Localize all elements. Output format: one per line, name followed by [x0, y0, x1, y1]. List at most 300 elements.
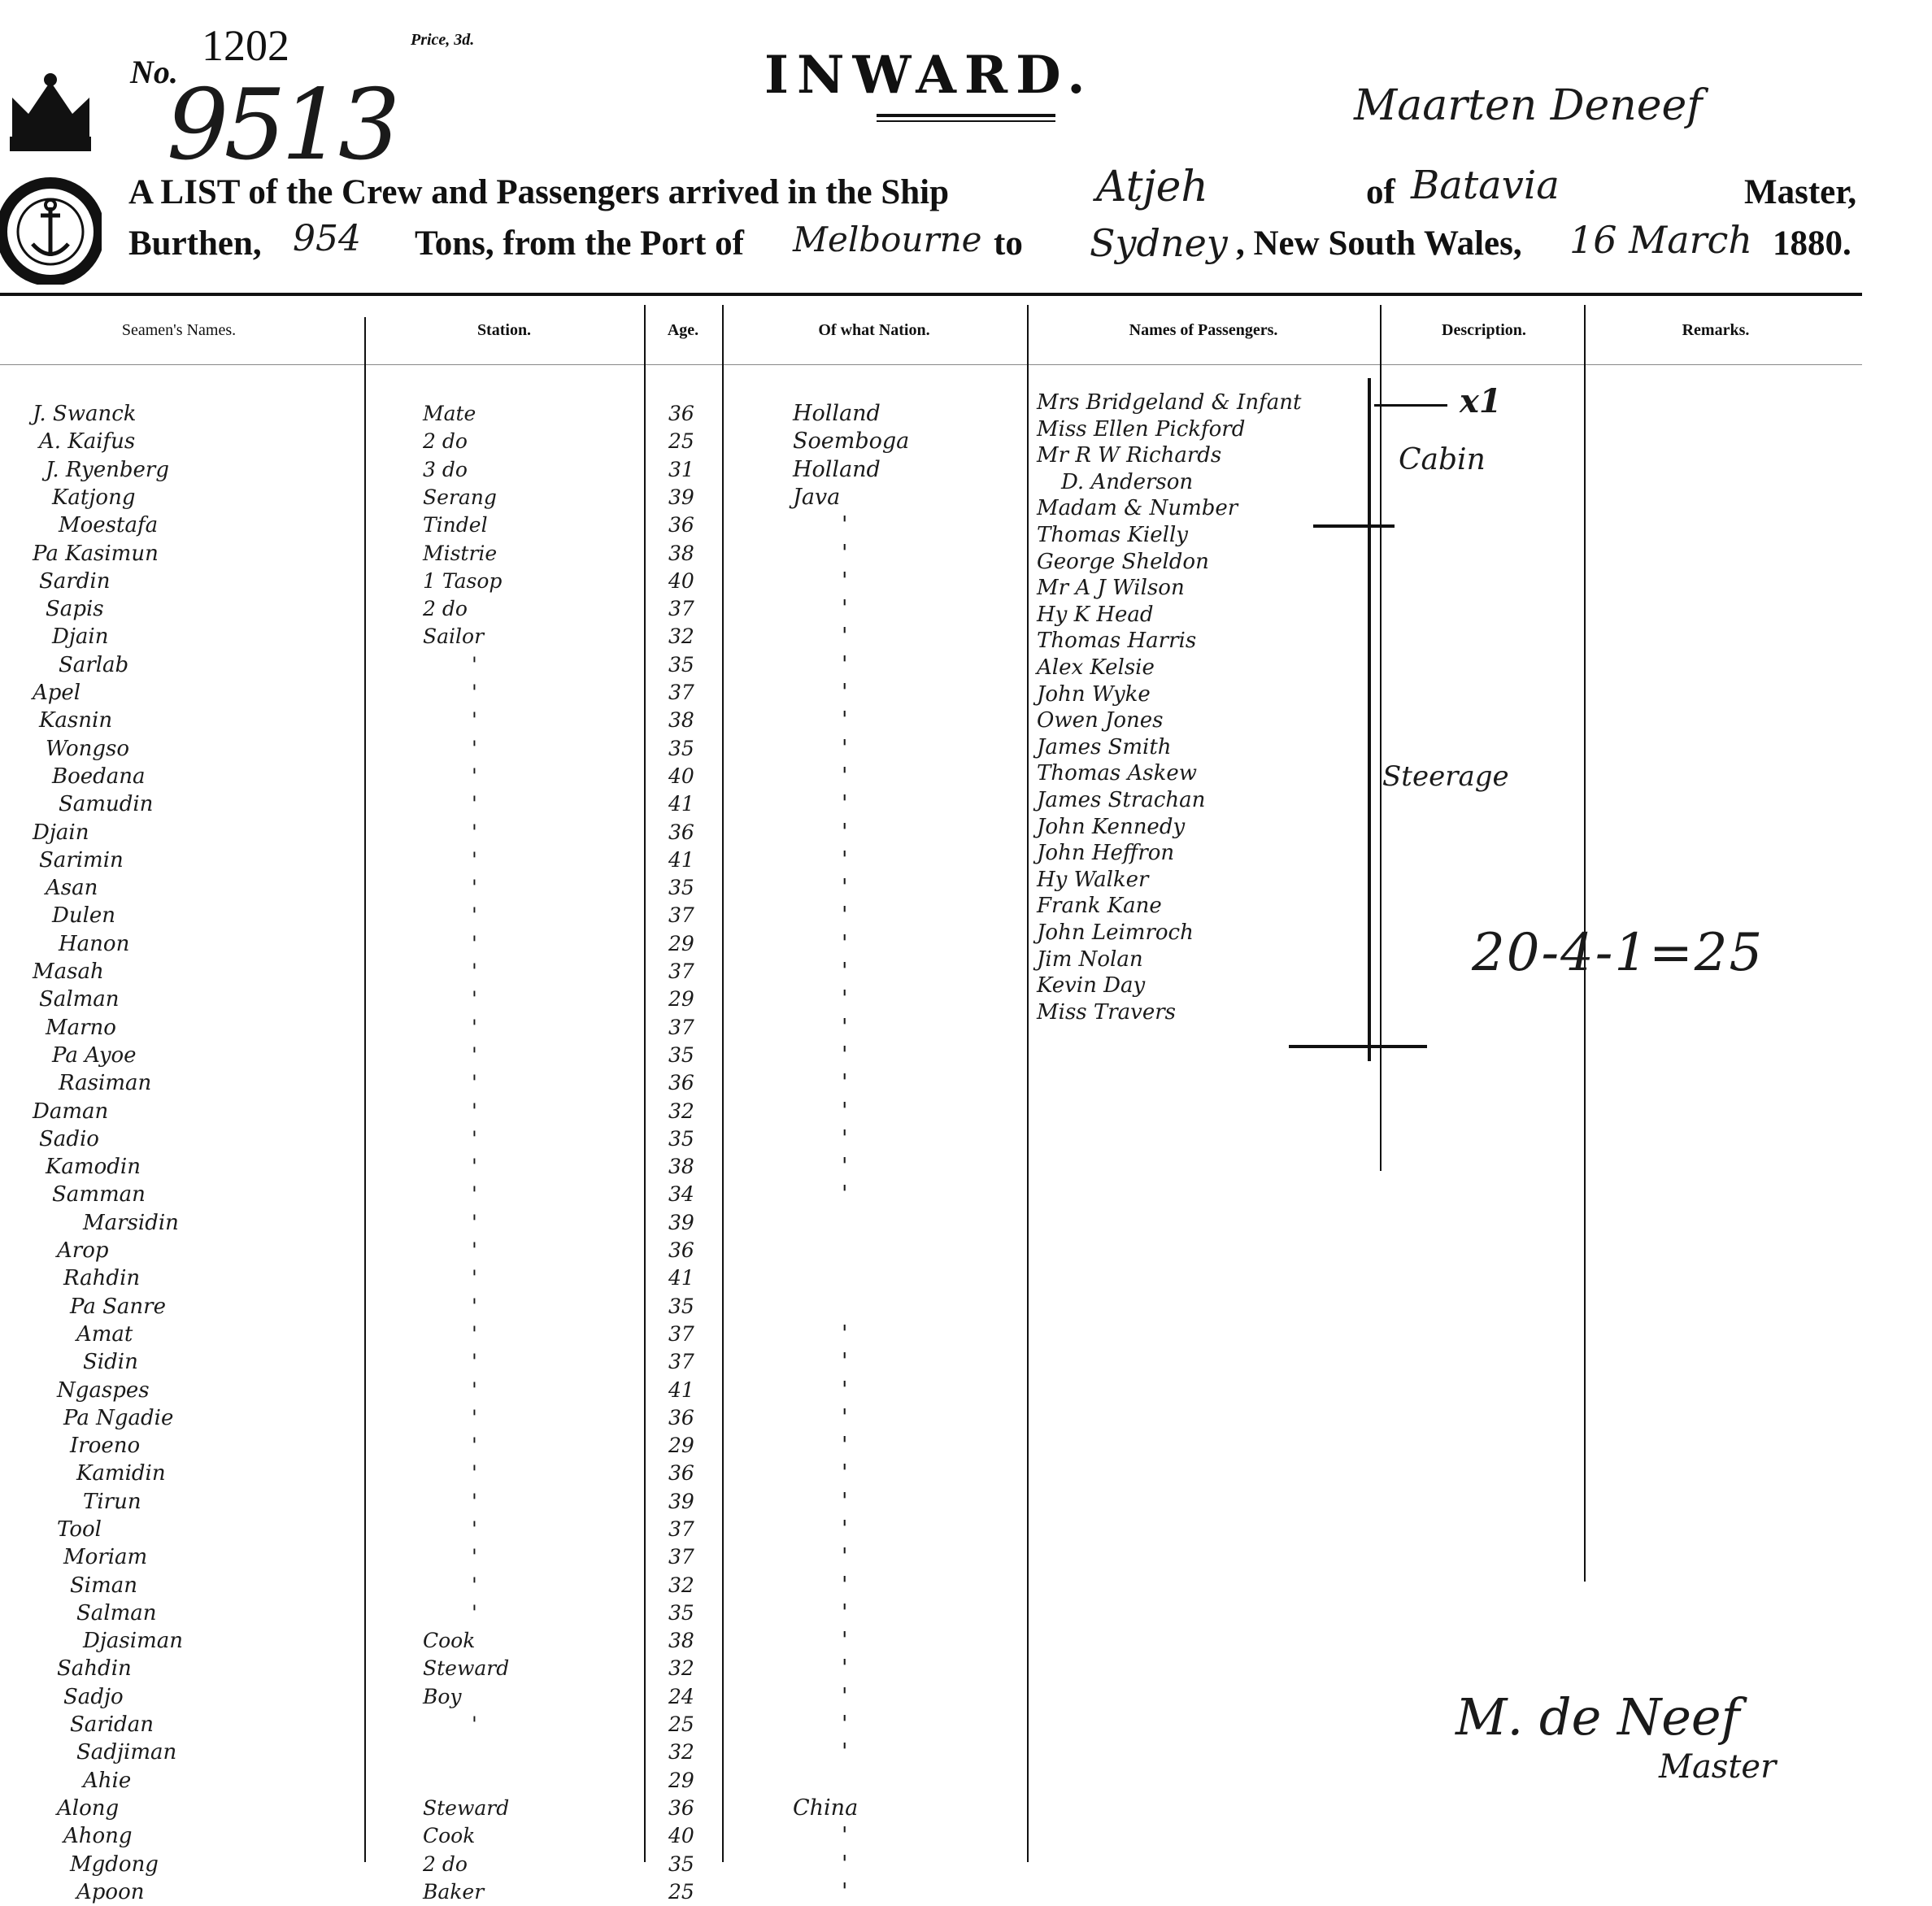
header-nation: Of what Nation. [818, 321, 930, 339]
table-row [0, 1377, 1029, 1404]
station-cell: Serang [423, 485, 497, 509]
age-cell: 38 [668, 708, 694, 732]
age-cell: 35 [668, 1043, 694, 1067]
age-cell: 40 [668, 1824, 694, 1847]
nation-cell: ' [842, 1879, 848, 1904]
seaman-name: Kasnin [39, 708, 113, 733]
age-cell: 37 [668, 960, 694, 983]
nation-cell: ' [842, 1628, 848, 1653]
description-steerage: Steerage [1382, 760, 1509, 793]
station-cell: ' [472, 848, 477, 872]
station-cell: ' [472, 1322, 477, 1346]
table-row [0, 456, 1029, 484]
station-cell: ' [472, 1712, 477, 1736]
station-cell: 1 Tasop [423, 569, 503, 593]
passenger-name: Jim Nolan [1037, 947, 1143, 972]
passenger-name: D. Anderson [1061, 470, 1194, 494]
nation-cell: ' [842, 1712, 848, 1737]
nation-cell: ' [842, 1433, 848, 1458]
station-cell: ' [472, 932, 477, 955]
seaman-name: Pa Ayoe [52, 1043, 137, 1068]
seaman-name: Kamidin [76, 1461, 166, 1486]
nation-cell: ' [842, 875, 848, 900]
table-row [0, 986, 1029, 1013]
seaman-name: Siman [70, 1573, 138, 1598]
age-cell: 34 [668, 1182, 694, 1206]
master-label: Master, [1744, 173, 1857, 211]
page-title: INWARD. [764, 45, 1094, 106]
station-cell: ' [472, 1601, 477, 1625]
printed-number: 1202 [202, 21, 289, 70]
seaman-name: Sarimin [39, 848, 124, 872]
seaman-name: Tirun [83, 1490, 141, 1514]
table-row [0, 1014, 1029, 1042]
age-cell: 24 [668, 1685, 694, 1708]
passenger-name: Thomas Kielly [1037, 523, 1188, 547]
station-cell: ' [472, 1238, 477, 1262]
table-row [0, 540, 1029, 568]
age-cell: 41 [668, 792, 694, 816]
nation-cell: ' [842, 791, 848, 816]
station-cell: ' [472, 681, 477, 704]
seaman-name: Pa Sanre [70, 1295, 166, 1319]
description-mark-top [1374, 404, 1447, 407]
table-row [0, 1683, 1029, 1711]
table-row [0, 819, 1029, 846]
station-cell: ' [472, 1266, 477, 1290]
age-cell: 35 [668, 1601, 694, 1625]
header-passengers: Names of Passengers. [1129, 321, 1278, 339]
crown-seal-icon [0, 49, 102, 285]
seaman-name: Daman [33, 1099, 109, 1124]
age-cell: 32 [668, 1656, 694, 1680]
age-cell: 39 [668, 485, 694, 509]
seaman-name: Katjong [52, 485, 136, 510]
seaman-name: A. Kaifus [39, 429, 136, 454]
seaman-name: Sardin [39, 569, 111, 594]
title-rule-bottom [877, 120, 1055, 122]
nation-cell: ' [842, 1460, 848, 1486]
nation-cell: ' [842, 1154, 848, 1179]
station-cell: ' [472, 960, 477, 983]
table-row [0, 1264, 1029, 1292]
table-row [0, 428, 1029, 455]
table-row [0, 623, 1029, 651]
nation-cell: ' [842, 707, 848, 733]
ship-name: Atjeh [1096, 163, 1208, 211]
nation-cell: ' [842, 1600, 848, 1625]
header-remarks: Remarks. [1682, 321, 1750, 339]
station-cell: ' [472, 792, 477, 816]
age-cell: 32 [668, 1573, 694, 1597]
table-row [0, 958, 1029, 986]
seaman-name: Rasiman [59, 1071, 152, 1095]
seaman-name: Djain [52, 624, 109, 649]
station-cell: ' [472, 1016, 477, 1039]
table-row [0, 1404, 1029, 1432]
age-cell: 32 [668, 624, 694, 648]
table-row [0, 1767, 1029, 1795]
station-cell: ' [472, 737, 477, 760]
seaman-name: Pa Ngadie [63, 1406, 174, 1430]
station-cell: Baker [423, 1880, 485, 1904]
station-cell: ' [472, 1099, 477, 1123]
nation-cell: ' [842, 1042, 848, 1068]
passenger-name: Mrs Bridgeland & Infant [1037, 390, 1302, 415]
handwritten-number: 9513 [167, 69, 396, 182]
station-cell: ' [472, 1127, 477, 1151]
nsw-label: , New South Wales, [1236, 224, 1522, 263]
station-cell: Cook [423, 1629, 476, 1652]
nation-cell: ' [842, 1823, 848, 1848]
nation-cell: ' [842, 1015, 848, 1040]
passenger-name: Hy Walker [1037, 868, 1149, 892]
nation-cell: ' [842, 1126, 848, 1151]
station-cell: Mate [423, 402, 476, 425]
station-cell: Cook [423, 1824, 476, 1847]
seaman-name: Wongso [46, 737, 129, 761]
table-row [0, 1432, 1029, 1460]
nation-cell: ' [842, 1377, 848, 1403]
station-cell: Steward [423, 1656, 510, 1680]
arrival-date: 16 March [1569, 218, 1753, 262]
nation-cell: ' [842, 847, 848, 872]
nation-cell: ' [842, 652, 848, 677]
age-cell: 36 [668, 1461, 694, 1485]
station-cell: Tindel [423, 513, 488, 537]
seaman-name: Rahdin [63, 1266, 141, 1290]
nation-cell: ' [842, 986, 848, 1012]
header-description: Description. [1442, 321, 1526, 339]
nation-cell: Holland [793, 401, 881, 426]
table-row [0, 651, 1029, 679]
table-row [0, 1125, 1029, 1153]
seaman-name: Sadio [39, 1127, 99, 1151]
passenger-name: Thomas Harris [1037, 629, 1197, 653]
station-cell: ' [472, 764, 477, 788]
seaman-name: Moriam [63, 1545, 148, 1569]
seaman-name: Saridan [70, 1712, 154, 1737]
passenger-name: Mr R W Richards [1037, 443, 1222, 468]
table-row [0, 1822, 1029, 1850]
seaman-name: Djasiman [83, 1629, 183, 1653]
seaman-name: Pa Kasimun [33, 542, 159, 566]
age-cell: 39 [668, 1490, 694, 1513]
station-cell: Steward [423, 1796, 510, 1820]
station-cell: ' [472, 820, 477, 844]
table-row [0, 400, 1029, 428]
seaman-name: Dulen [52, 903, 116, 928]
seaman-name: Sadjiman [76, 1740, 177, 1765]
passenger-name: Hy K Head [1037, 603, 1154, 627]
passenger-name: John Heffron [1037, 841, 1175, 865]
station-cell: ' [472, 1295, 477, 1318]
table-row [0, 1348, 1029, 1376]
header-age: Age. [667, 321, 699, 339]
station-cell: 2 do [423, 429, 468, 453]
age-cell: 35 [668, 653, 694, 677]
nation-cell: ' [842, 568, 848, 594]
table-row [0, 846, 1029, 874]
station-cell: ' [472, 1378, 477, 1402]
passenger-name: Kevin Day [1037, 973, 1146, 998]
age-cell: 41 [668, 1378, 694, 1402]
nation-cell: ' [842, 1070, 848, 1095]
passenger-name: Thomas Askew [1037, 761, 1198, 785]
passenger-name: Owen Jones [1037, 708, 1164, 733]
table-row [0, 1460, 1029, 1487]
table-row [0, 511, 1029, 539]
table-row [0, 1181, 1029, 1208]
table-row [0, 568, 1029, 595]
nation-cell: ' [842, 764, 848, 789]
table-row [0, 595, 1029, 623]
passenger-name: Miss Ellen Pickford [1037, 417, 1246, 442]
age-cell: 36 [668, 820, 694, 844]
age-cell: 29 [668, 1434, 694, 1457]
table-row [0, 1851, 1029, 1878]
nation-cell: ' [842, 820, 848, 845]
description-top-mark: x1 [1460, 382, 1502, 420]
to-port: Sydney [1090, 221, 1228, 265]
station-cell: Boy [423, 1685, 462, 1708]
nation-cell: ' [842, 624, 848, 649]
table-row [0, 1599, 1029, 1627]
station-cell: ' [472, 1545, 477, 1569]
age-cell: 37 [668, 1350, 694, 1373]
station-cell: ' [472, 1434, 477, 1457]
station-cell: 3 do [423, 458, 468, 481]
nation-cell: ' [842, 1544, 848, 1569]
seaman-name: Apoon [76, 1880, 145, 1904]
age-cell: 25 [668, 429, 694, 453]
age-cell: 38 [668, 1155, 694, 1178]
nation-cell: ' [842, 1405, 848, 1430]
age-cell: 25 [668, 1712, 694, 1736]
table-row [0, 930, 1029, 958]
nation-cell: ' [842, 1099, 848, 1124]
age-cell: 41 [668, 1266, 694, 1290]
station-cell: ' [472, 1350, 477, 1373]
seaman-name: Kamodin [46, 1155, 141, 1179]
passenger-name: John Kennedy [1037, 815, 1186, 839]
nation-cell: ' [842, 1852, 848, 1877]
age-cell: 41 [668, 848, 694, 872]
table-row [0, 1293, 1029, 1321]
age-cell: 37 [668, 597, 694, 620]
description-bracket [1368, 378, 1371, 1061]
passenger-name: Miss Travers [1037, 1000, 1177, 1025]
seaman-name: Asan [46, 876, 98, 900]
seaman-name: Marsidin [83, 1211, 179, 1235]
age-cell: 37 [668, 1545, 694, 1569]
home-port: Batavia [1411, 163, 1560, 208]
age-cell: 40 [668, 764, 694, 788]
nation-cell: ' [842, 1684, 848, 1709]
seaman-name: Sapis [46, 597, 104, 621]
no-label: No. [130, 54, 178, 90]
seaman-name: Sadjo [63, 1685, 124, 1709]
master-signature: M. de Neef [1456, 1687, 1740, 1747]
station-cell: ' [472, 876, 477, 899]
seaman-name: Ahie [83, 1769, 132, 1793]
age-cell: 32 [668, 1099, 694, 1123]
nation-cell: ' [842, 1517, 848, 1542]
passenger-name: Madam & Number [1037, 496, 1238, 520]
nation-cell: ' [842, 541, 848, 566]
nation-cell: ' [842, 1656, 848, 1681]
station-cell: ' [472, 653, 477, 677]
seaman-name: Sidin [83, 1350, 138, 1374]
seaman-name: Amat [76, 1322, 133, 1347]
table-row [0, 874, 1029, 902]
age-cell: 38 [668, 542, 694, 565]
station-cell: ' [472, 1211, 477, 1234]
header-station: Station. [476, 321, 532, 339]
table-row [0, 1237, 1029, 1264]
seaman-name: J. Ryenberg [46, 458, 169, 482]
seaman-name: Ngaspes [57, 1378, 150, 1403]
nation-cell: ' [842, 1573, 848, 1598]
table-row [0, 1543, 1029, 1571]
title-rule-top [877, 114, 1055, 117]
station-cell: 2 do [423, 1852, 468, 1876]
seaman-name: Samman [52, 1182, 146, 1207]
header-rule-thin [0, 364, 1862, 365]
seaman-name: Sahdin [57, 1656, 132, 1681]
seaman-name: Salman [76, 1601, 157, 1625]
tons-value: 954 [293, 218, 361, 259]
table-row [0, 1042, 1029, 1069]
table-row [0, 1488, 1029, 1516]
age-cell: 35 [668, 1852, 694, 1876]
seaman-name: Salman [39, 987, 120, 1012]
crown-seal [0, 49, 102, 285]
seaman-name: Masah [33, 960, 104, 984]
table-row [0, 1209, 1029, 1237]
age-cell: 37 [668, 681, 694, 704]
age-cell: 37 [668, 1322, 694, 1346]
table-row [0, 1738, 1029, 1766]
table-row [0, 484, 1029, 511]
table-row [0, 1711, 1029, 1738]
age-cell: 35 [668, 876, 694, 899]
arrival-year: 1880. [1773, 224, 1852, 263]
table-row [0, 1069, 1029, 1097]
table-row [0, 1572, 1029, 1599]
seaman-name: Sarlab [59, 653, 129, 677]
table-row [0, 1795, 1029, 1822]
nation-cell: China [793, 1795, 859, 1821]
age-cell: 29 [668, 1769, 694, 1792]
age-cell: 25 [668, 1880, 694, 1904]
table-row [0, 735, 1029, 763]
age-cell: 35 [668, 737, 694, 760]
age-cell: 36 [668, 1796, 694, 1820]
passenger-name: Alex Kelsie [1037, 655, 1155, 680]
passenger-name: James Smith [1037, 735, 1172, 759]
table-row [0, 1878, 1029, 1906]
seaman-name: Boedana [52, 764, 146, 789]
station-cell: ' [472, 1517, 477, 1541]
station-cell: ' [472, 1043, 477, 1067]
header-seamen-names: Seamen's Names. [121, 321, 237, 339]
age-cell: 35 [668, 1127, 694, 1151]
station-cell: ' [472, 1406, 477, 1430]
nation-cell: ' [842, 512, 848, 537]
price-label: Price, 3d. [411, 31, 475, 49]
seaman-name: Mgdong [70, 1852, 159, 1877]
nation-cell: ' [842, 1181, 848, 1207]
table-row [0, 1321, 1029, 1348]
passenger-name: Mr A J Wilson [1037, 576, 1185, 600]
age-cell: 36 [668, 1238, 694, 1262]
seaman-name: Samudin [59, 792, 154, 816]
age-cell: 38 [668, 1629, 694, 1652]
nation-cell: Holland [793, 457, 881, 482]
master-signature-role: Master [1659, 1748, 1777, 1786]
station-cell: ' [472, 903, 477, 927]
age-cell: 39 [668, 1211, 694, 1234]
nation-cell: ' [842, 736, 848, 761]
tons-label: Tons, from the Port of [415, 224, 744, 263]
age-cell: 36 [668, 1406, 694, 1430]
age-cell: 37 [668, 903, 694, 927]
age-cell: 29 [668, 987, 694, 1011]
age-cell: 36 [668, 513, 694, 537]
table-row [0, 1627, 1029, 1655]
age-cell: 32 [668, 1740, 694, 1764]
station-cell: ' [472, 987, 477, 1011]
nation-cell: ' [842, 1739, 848, 1765]
passenger-name: Frank Kane [1037, 894, 1162, 918]
nation-cell: ' [842, 931, 848, 956]
passenger-name: John Wyke [1037, 682, 1151, 707]
station-cell: Mistrie [423, 542, 498, 565]
remarks-tally: 20-4-1=25 [1472, 923, 1764, 983]
age-cell: 36 [668, 1071, 694, 1094]
nation-cell: Java [793, 485, 841, 510]
nation-cell: ' [842, 903, 848, 928]
table-row [0, 679, 1029, 707]
nation-cell: ' [842, 596, 848, 621]
station-cell: ' [472, 1461, 477, 1485]
nation-cell: ' [842, 1349, 848, 1374]
description-mark-bottom [1289, 1045, 1427, 1048]
age-cell: 29 [668, 932, 694, 955]
age-cell: 37 [668, 1517, 694, 1541]
station-cell: Sailor [423, 624, 485, 648]
table-row [0, 707, 1029, 734]
nation-cell: ' [842, 1489, 848, 1514]
age-cell: 31 [668, 458, 694, 481]
nation-cell: ' [842, 1321, 848, 1347]
station-cell: ' [472, 1182, 477, 1206]
of-label: of [1366, 173, 1395, 211]
description-cabin: Cabin [1399, 443, 1486, 477]
description-mark-cabin [1313, 524, 1395, 528]
seaman-name: Ahong [63, 1824, 133, 1848]
age-cell: 37 [668, 1016, 694, 1039]
seaman-name: Hanon [59, 932, 130, 956]
table-row [0, 1516, 1029, 1543]
nation-cell: Soemboga [793, 429, 910, 454]
passenger-name: James Strachan [1037, 788, 1206, 812]
passenger-name: George Sheldon [1037, 550, 1209, 574]
passenger-name: John Leimroch [1037, 920, 1194, 945]
table-row [0, 1655, 1029, 1682]
age-cell: 40 [668, 569, 694, 593]
